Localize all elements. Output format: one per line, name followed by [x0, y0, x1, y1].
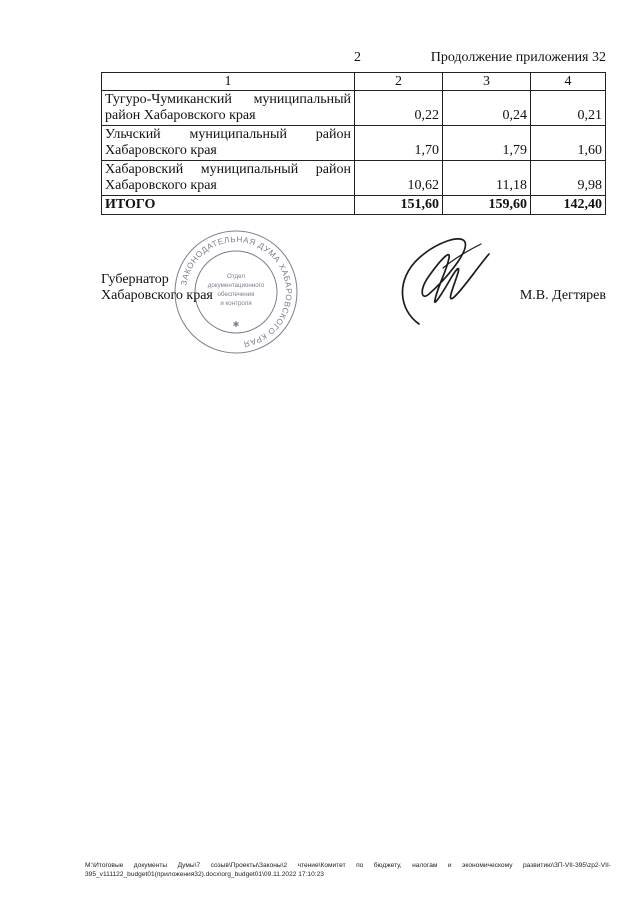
value-cell: 0,24 — [443, 91, 531, 126]
value-cell: 1,70 — [355, 126, 443, 161]
signer-title-line: Губернатор — [101, 272, 169, 287]
value-cell: 0,22 — [355, 91, 443, 126]
continuation-label: Продолжение приложения 32 — [430, 50, 606, 65]
stamp-line: документационного — [207, 282, 265, 289]
table-row — [102, 126, 606, 161]
value-cell: 1,79 — [443, 126, 531, 161]
header-row — [102, 73, 606, 91]
stamp-line: Отдел — [227, 273, 245, 280]
column-header-3: 3 — [443, 73, 531, 91]
stamp-ring-text: ЗАКОНОДАТЕЛЬНАЯ ДУМА ХАБАРОВСКОГО КРАЯ — [179, 234, 294, 349]
signer-name: М.В. Дегтярев — [519, 288, 606, 303]
table-row — [102, 91, 606, 126]
signer-title-line: Хабаровского края — [101, 288, 213, 303]
star-icon: ✱ — [232, 320, 240, 329]
district-name: Тугуро-Чумиканский муниципальный район Хабаровского края — [102, 91, 355, 126]
handwritten-signature — [385, 228, 495, 328]
total-value: 142,40 — [531, 196, 606, 215]
value-cell: 0,21 — [531, 91, 606, 126]
total-row — [102, 196, 606, 215]
stamp-line: и контроля — [220, 300, 252, 307]
value-cell: 10,62 — [355, 161, 443, 196]
total-value: 151,60 — [355, 196, 443, 215]
total-value: 159,60 — [443, 196, 531, 215]
value-cell: 1,60 — [531, 126, 606, 161]
district-name: Хабаровский муниципальный район Хабаровского края — [102, 161, 355, 196]
district-name: Ульчский муниципальный район Хабаровского края — [102, 126, 355, 161]
value-cell: 11,18 — [443, 161, 531, 196]
column-header-1: 1 — [102, 73, 355, 91]
total-label: ИТОГО — [102, 196, 355, 215]
footer-file-path: M:\Итоговые документы Думы\7 созыв\Проекты\Законы\2 чтение\Комитет по бюджету, налогам и экономическому развитию\ЗП-VII-395\zp2-VII-395_v111122_budget01(приложения32).docx\org_budget01\09.11.2022 17:10:23 — [85, 862, 611, 878]
value-cell: 9,98 — [531, 161, 606, 196]
table-row — [102, 161, 606, 196]
column-header-4: 4 — [531, 73, 606, 91]
column-header-2: 2 — [355, 73, 443, 91]
signer-title — [101, 272, 213, 304]
data-table — [101, 72, 606, 215]
page-number: 2 — [354, 50, 361, 65]
stamp-line: обеспечения — [217, 291, 255, 298]
